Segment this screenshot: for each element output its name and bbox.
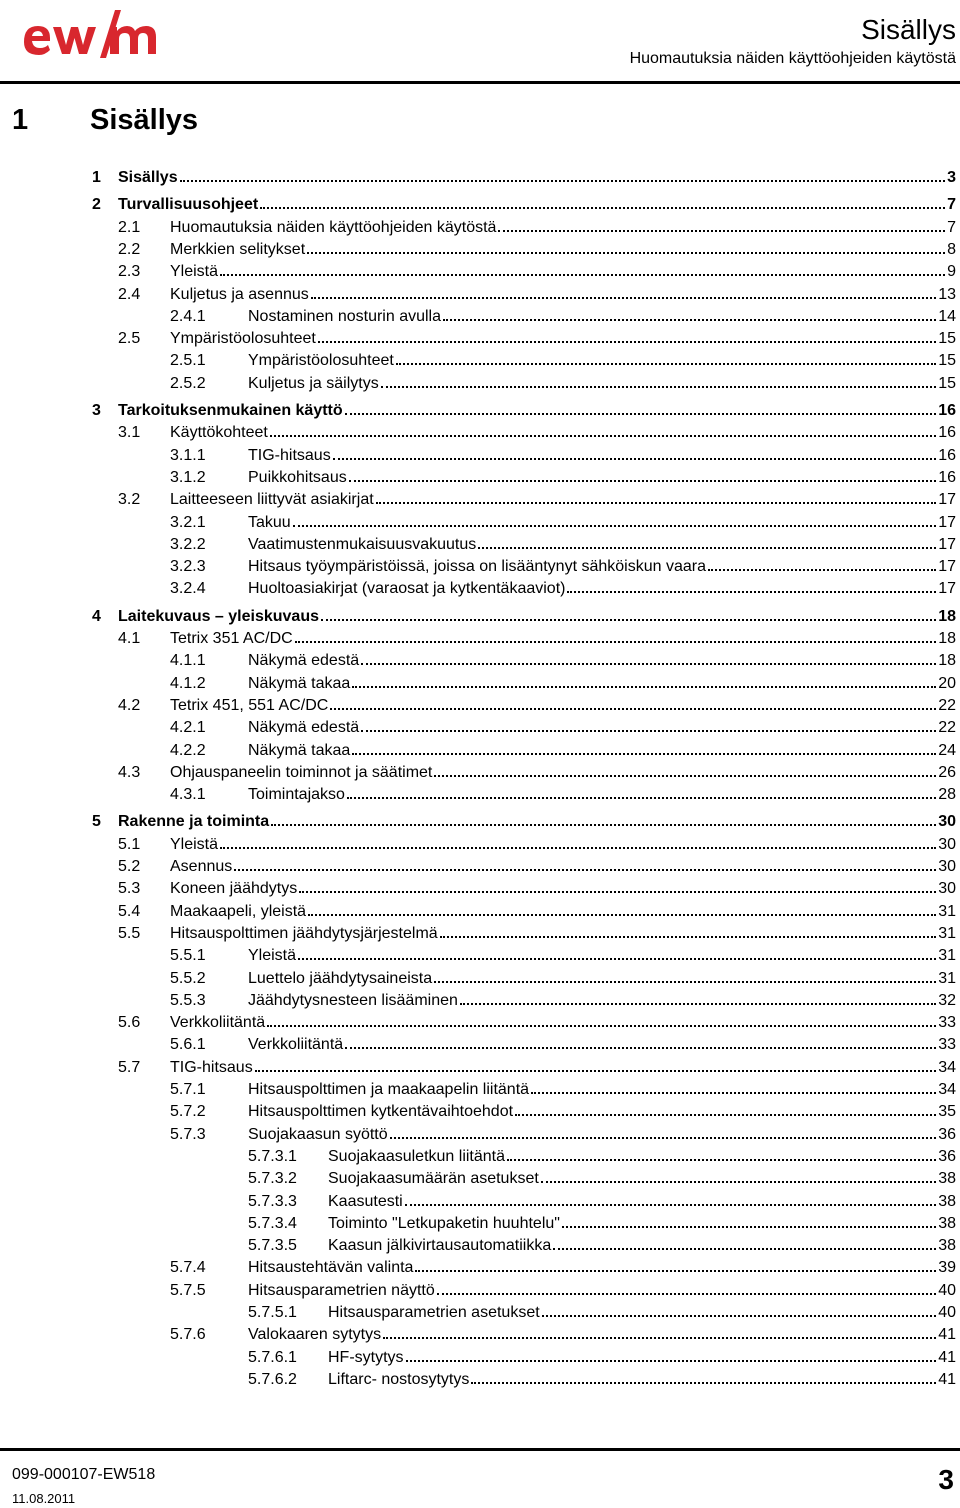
toc-entry[interactable] (170, 945, 956, 967)
toc-entry-number: 4.3.1 (170, 786, 206, 804)
toc-entry-title: Kuljetus ja säilytys (248, 374, 379, 392)
toc-entry-title: Huomautuksia näiden käyttöohjeiden käytöstä (170, 218, 497, 236)
toc-entry-title: Kaasutesti (328, 1192, 403, 1210)
toc-entry[interactable] (118, 856, 956, 878)
toc-entry-number: 5.7.5 (170, 1281, 206, 1299)
toc-entry-title: Suojakaasuletkun liitäntä (328, 1147, 506, 1165)
toc-leader-dots (515, 1114, 936, 1116)
toc-entry-title: Hitsauspolttimen jäähdytysjärjestelmä (170, 924, 438, 942)
toc-entry-page: 33 (938, 1014, 956, 1032)
toc-entry-title: Käyttökohteet (170, 424, 268, 442)
toc-entry-title: Verkkoliitäntä (170, 1014, 266, 1032)
toc-entry-page: 14 (938, 307, 956, 325)
toc-entry-number: 5.7.5.1 (248, 1304, 297, 1321)
toc-entry-number: 5.7.3.4 (248, 1214, 297, 1232)
toc-entry-number: 5 (92, 813, 101, 831)
toc-entry-number: 2.4 (118, 285, 141, 303)
toc-leader-dots (255, 1070, 937, 1072)
toc-entry-page: 22 (938, 719, 956, 737)
toc-entry[interactable] (170, 650, 956, 672)
toc-entry[interactable] (170, 578, 956, 600)
toc-entry[interactable] (170, 1257, 956, 1279)
toc-entry-page: 7 (947, 218, 956, 236)
toc-leader-dots (434, 775, 936, 777)
toc-leader-dots (347, 797, 936, 799)
toc-entry-number: 5.7.3.5 (248, 1237, 297, 1255)
toc-entry[interactable] (170, 467, 956, 489)
toc-entry[interactable] (170, 673, 956, 695)
toc-entry-page: 17 (938, 513, 956, 531)
toc-entry[interactable] (170, 1079, 956, 1101)
toc-entry-number: 2 (92, 196, 101, 214)
toc-entry[interactable] (170, 556, 956, 578)
toc-entry-page: 38 (938, 1214, 956, 1232)
toc-entry[interactable] (170, 445, 956, 467)
toc-entry-page: 40 (938, 1304, 956, 1321)
toc-entry-title: Liftarc- nostosytytys (328, 1370, 470, 1388)
toc-entry-number: 3.1.1 (170, 446, 206, 464)
toc-entry-number: 2.5.1 (170, 352, 206, 370)
toc-leader-dots (318, 341, 936, 343)
toc-entry-number: 5.3 (118, 880, 141, 898)
toc-entry-page: 15 (938, 352, 956, 370)
toc-leader-dots (415, 1270, 936, 1272)
toc-entry[interactable] (170, 784, 956, 806)
toc-leader-dots (345, 413, 937, 415)
toc-leader-dots (437, 1293, 936, 1295)
toc-entry-page: 16 (938, 424, 956, 442)
toc-entry-number: 5.7.3 (170, 1125, 206, 1143)
toc-entry-title: Ohjauspaneelin toiminnot ja säätimet (170, 763, 433, 781)
toc-entry-number: 5.4 (118, 902, 141, 920)
toc-entry-number: 3.2 (118, 491, 141, 509)
toc-entry[interactable] (248, 1146, 956, 1168)
toc-entry-page: 17 (938, 580, 956, 598)
toc-entry-title: HF-sytytys (328, 1348, 404, 1366)
toc-entry[interactable] (92, 606, 956, 628)
toc-leader-dots (180, 180, 945, 182)
toc-entry-page: 16 (938, 402, 956, 419)
toc-entry-page: 33 (938, 1036, 956, 1054)
toc-leader-dots (361, 730, 936, 732)
toc-entry-title: Toiminto "Letkupaketin huuhtelu" (328, 1214, 560, 1232)
toc-entry-title: Suojakaasumäärän asetukset (328, 1170, 539, 1188)
toc-entry-page: 31 (938, 902, 956, 920)
toc-entry[interactable] (118, 901, 956, 923)
toc-entry[interactable] (118, 628, 956, 650)
toc-entry-title: Turvallisuusohjeet (118, 196, 259, 214)
toc-entry-page: 40 (938, 1281, 956, 1299)
toc-entry-title: Kuljetus ja asennus (170, 285, 309, 303)
toc-leader-dots (406, 1360, 937, 1362)
toc-leader-dots (567, 591, 936, 593)
toc-leader-dots (708, 569, 936, 571)
toc-leader-dots (498, 230, 945, 232)
toc-entry-page: 15 (938, 330, 956, 348)
toc-leader-dots (260, 207, 945, 209)
toc-entry[interactable] (248, 1213, 956, 1235)
toc-entry[interactable] (170, 717, 956, 739)
toc-entry-title: Tetrix 451, 551 AC/DC (170, 696, 329, 714)
header-title: Sisällys (861, 14, 956, 45)
toc-entry-title: Laitekuvaus – yleiskuvaus (118, 607, 319, 625)
toc-entry-number: 5.7.2 (170, 1103, 206, 1121)
toc-entry-title: Huoltoasiakirjat (varaosat ja kytkentäkaaviot) (248, 580, 566, 598)
toc-entry-title: TIG-hitsaus (170, 1058, 253, 1076)
toc-entry-number: 3.2.2 (170, 535, 206, 553)
toc-leader-dots (220, 847, 936, 849)
toc-entry-number: 5.5.2 (170, 969, 206, 987)
toc-leader-dots (507, 1159, 936, 1161)
toc-entry-page: 7 (947, 196, 956, 214)
toc-leader-dots (311, 297, 936, 299)
toc-entry-title: Yleistä (170, 263, 219, 281)
toc-entry[interactable] (170, 350, 956, 372)
toc-entry-number: 2.4.1 (170, 307, 206, 325)
toc-entry-title: Tarkoituksenmukainen käyttö (118, 402, 343, 419)
toc-entry[interactable] (118, 284, 956, 306)
toc-entry-number: 5.6 (118, 1014, 141, 1032)
toc-entry-number: 4.1 (118, 630, 141, 647)
toc-entry[interactable] (118, 762, 956, 784)
toc-leader-dots (345, 1047, 936, 1049)
toc-entry-title: Näkymä takaa (248, 741, 351, 759)
toc-entry-title: Kaasun jälkivirtausautomatiikka (328, 1237, 552, 1255)
toc-entry-page: 31 (938, 924, 956, 942)
toc-entry-page: 35 (938, 1103, 956, 1121)
toc-leader-dots (352, 753, 936, 755)
toc-entry-number: 3.2.4 (170, 580, 206, 598)
toc-entry-page: 41 (938, 1326, 956, 1344)
toc-leader-dots (267, 1025, 936, 1027)
toc-leader-dots (440, 936, 937, 938)
toc-leader-dots (333, 458, 937, 460)
toc-entry[interactable] (118, 1012, 956, 1034)
toc-entry-number: 3 (92, 402, 101, 419)
toc-entry-title: Ympäristöolosuhteet (248, 352, 394, 370)
toc-leader-dots (562, 1226, 936, 1228)
toc-entry-title: Näkymä edestä (248, 652, 360, 670)
toc-entry[interactable] (170, 740, 956, 762)
toc-entry-number: 5.7.6.1 (248, 1348, 297, 1366)
toc-entry-title: Maakaapeli, yleistä (170, 902, 307, 920)
toc-entry[interactable] (248, 1369, 956, 1391)
toc-entry-title: Toimintajakso (248, 786, 345, 804)
toc-entry-title: Näkymä edestä (248, 719, 360, 737)
toc-entry[interactable] (118, 261, 956, 283)
toc-entry-number: 1 (92, 169, 101, 186)
toc-entry-page: 30 (938, 858, 956, 875)
toc-leader-dots (434, 981, 936, 983)
toc-entry-title: Hitsauspolttimen ja maakaapelin liitäntä (248, 1081, 530, 1098)
toc-entry-title: Nostaminen nosturin avulla (248, 307, 441, 325)
toc-entry-number: 4 (92, 607, 101, 625)
toc-entry-number: 5.7.1 (170, 1081, 206, 1098)
toc-leader-dots (349, 480, 936, 482)
toc-entry-number: 2.1 (118, 218, 141, 236)
toc-leader-dots (361, 663, 936, 665)
toc-entry[interactable] (118, 1057, 956, 1079)
toc-entry-number: 4.1.2 (170, 674, 206, 692)
toc-leader-dots (271, 824, 936, 826)
toc-entry-number: 4.1.1 (170, 652, 206, 670)
toc-entry-number: 3.1.2 (170, 468, 206, 486)
toc-entry-number: 5.5.3 (170, 991, 206, 1009)
toc-leader-dots (293, 525, 937, 527)
toc-entry-page: 41 (938, 1370, 956, 1388)
toc-entry[interactable] (118, 422, 956, 444)
page-number: 3 (938, 1464, 954, 1495)
toc-leader-dots (531, 1092, 936, 1094)
toc-entry-title: TIG-hitsaus (248, 446, 331, 464)
toc-entry[interactable] (92, 811, 956, 833)
toc-leader-dots (299, 891, 936, 893)
toc-entry-number: 2.2 (118, 240, 141, 258)
toc-entry[interactable] (248, 1302, 956, 1324)
toc-entry-title: Hitsauspolttimen kytkentävaihtoehdot (248, 1103, 514, 1121)
toc-entry-page: 18 (938, 652, 956, 670)
toc-leader-dots (443, 319, 936, 321)
toc-entry[interactable] (92, 194, 956, 216)
toc-entry-title: Valokaaren sytytys (248, 1326, 382, 1344)
toc-leader-dots (295, 641, 936, 643)
toc-entry-title: Hitsaustehtävän valinta (248, 1259, 414, 1277)
toc-leader-dots (471, 1382, 936, 1384)
toc-entry-number: 5.7 (118, 1058, 141, 1076)
toc-entry[interactable] (170, 1034, 956, 1056)
toc-leader-dots (308, 914, 936, 916)
toc-entry-title: Laitteeseen liittyvät asiakirjat (170, 491, 374, 509)
toc-leader-dots (298, 958, 936, 960)
toc-entry-number: 5.6.1 (170, 1036, 206, 1054)
toc-entry[interactable] (170, 1280, 956, 1302)
toc-leader-dots (553, 1248, 936, 1250)
toc-entry-page: 8 (947, 240, 956, 258)
toc-entry-page: 9 (947, 263, 956, 281)
toc-entry-title: Merkkien selitykset (170, 240, 306, 258)
toc-entry-number: 5.7.3.3 (248, 1192, 297, 1210)
toc-entry[interactable] (170, 512, 956, 534)
toc-entry[interactable] (118, 878, 956, 900)
toc-entry-title: Hitsausparametrien asetukset (328, 1304, 540, 1321)
toc-entry[interactable] (92, 167, 956, 189)
toc-entry-page: 38 (938, 1192, 956, 1210)
toc-entry[interactable] (118, 489, 956, 511)
toc-entry-page: 18 (938, 630, 956, 647)
toc-entry-page: 32 (938, 991, 956, 1009)
header-rule (0, 81, 960, 84)
toc-entry-title: Koneen jäähdytys (170, 880, 298, 898)
toc-leader-dots (330, 708, 936, 710)
toc-entry[interactable] (248, 1168, 956, 1190)
page-header (0, 0, 960, 80)
toc-entry-page: 17 (938, 491, 956, 509)
header-subtitle: Huomautuksia näiden käyttöohjeiden käytöstä (629, 50, 956, 67)
toc-entry-title: Takuu (248, 513, 291, 531)
toc-entry-title: Puikkohitsaus (248, 468, 347, 486)
footer-rule (0, 1448, 960, 1451)
toc-entry-page: 38 (938, 1170, 956, 1188)
toc-leader-dots (321, 619, 936, 621)
toc-entry-number: 4.2.1 (170, 719, 206, 737)
toc-entry-title: Hitsaus työympäristöissä, joissa on lisääntynyt sähköiskun vaara (248, 558, 706, 576)
toc-entry-page: 16 (938, 468, 956, 486)
toc-leader-dots (460, 1003, 936, 1005)
toc-entry-number: 4.2.2 (170, 741, 206, 759)
toc-entry-page: 31 (938, 969, 956, 987)
toc-entry-page: 16 (938, 446, 956, 464)
toc-entry-page: 3 (947, 169, 956, 186)
toc-entry[interactable] (92, 400, 956, 422)
toc-entry-number: 4.2 (118, 696, 141, 714)
toc-entry-number: 3.1 (118, 424, 141, 442)
toc-leader-dots (270, 435, 936, 437)
toc-leader-dots (220, 274, 945, 276)
toc-entry-page: 36 (938, 1147, 956, 1165)
toc-entry-title: Yleistä (170, 835, 219, 853)
toc-entry-number: 5.5 (118, 924, 141, 942)
toc-entry-title: Verkkoliitäntä (248, 1036, 344, 1054)
toc-entry-page: 30 (938, 813, 956, 831)
toc-leader-dots (390, 1137, 937, 1139)
toc-entry[interactable] (118, 217, 956, 239)
toc-leader-dots (542, 1315, 937, 1317)
toc-entry[interactable] (170, 373, 956, 395)
toc-entry[interactable] (170, 534, 956, 556)
toc-entry-page: 18 (938, 607, 956, 625)
toc-entry[interactable] (118, 328, 956, 350)
toc-entry-title: Suojakaasun syöttö (248, 1125, 388, 1143)
toc-entry-page: 30 (938, 835, 956, 853)
toc-entry-number: 3.2.1 (170, 513, 206, 531)
toc-entry-number: 5.7.6.2 (248, 1370, 297, 1388)
toc-entry[interactable] (170, 1124, 956, 1146)
chapter-title: Sisällys (90, 104, 199, 136)
toc-entry[interactable] (118, 834, 956, 856)
toc-entry-title: Rakenne ja toiminta (118, 813, 270, 831)
toc-entry-number: 4.3 (118, 763, 141, 781)
toc-entry[interactable] (118, 695, 956, 717)
toc-leader-dots (376, 502, 937, 504)
toc-entry-number: 5.7.4 (170, 1259, 206, 1277)
chapter-heading (12, 104, 198, 137)
toc-leader-dots (383, 1337, 936, 1339)
toc-entry-number: 5.7.6 (170, 1326, 206, 1344)
toc-entry-page: 24 (938, 741, 956, 759)
toc-entry-number: 5.1 (118, 835, 141, 853)
toc-entry[interactable] (170, 990, 956, 1012)
toc-entry[interactable] (248, 1347, 956, 1369)
toc-entry-page: 39 (938, 1259, 956, 1277)
toc-entry[interactable] (248, 1235, 956, 1257)
toc-entry-page: 36 (938, 1125, 956, 1143)
toc-entry[interactable] (248, 1191, 956, 1213)
toc-leader-dots (381, 386, 936, 388)
toc-entry-page: 38 (938, 1237, 956, 1255)
toc-entry-page: 34 (938, 1081, 956, 1098)
toc-entry-page: 15 (938, 374, 956, 392)
toc-entry-title: Hitsausparametrien näyttö (248, 1281, 435, 1299)
document-code: 099-000107-EW518 (12, 1466, 156, 1483)
ewm-logo (22, 8, 164, 60)
toc-entry[interactable] (170, 1101, 956, 1123)
toc-entry-title: Tetrix 351 AC/DC (170, 630, 293, 647)
toc-leader-dots (396, 363, 936, 365)
toc-entry-page: 30 (938, 880, 956, 898)
toc-entry-page: 34 (938, 1058, 956, 1076)
toc-entry-page: 41 (938, 1348, 956, 1366)
toc-entry-page: 17 (938, 558, 956, 576)
toc-entry-page: 28 (938, 786, 956, 804)
toc-leader-dots (352, 686, 936, 688)
toc-leader-dots (234, 869, 936, 871)
toc-leader-dots (307, 252, 945, 254)
toc-entry[interactable] (170, 1324, 956, 1346)
toc-entry-title: Näkymä takaa (248, 674, 351, 692)
toc-entry-number: 5.2 (118, 858, 141, 875)
toc-leader-dots (405, 1204, 936, 1206)
toc-entry-page: 17 (938, 535, 956, 553)
toc-entry-number: 5.7.3.2 (248, 1170, 297, 1188)
toc-leader-dots (541, 1181, 936, 1183)
toc-entry-title: Asennus (170, 858, 233, 875)
toc-entry[interactable] (170, 306, 956, 328)
toc-entry-number: 2.3 (118, 263, 141, 281)
toc-entry-page: 22 (938, 696, 956, 714)
toc-entry-number: 5.5.1 (170, 947, 206, 965)
toc-entry-number: 5.7.3.1 (248, 1147, 297, 1165)
toc-entry-title: Jäähdytysnesteen lisääminen (248, 991, 458, 1009)
toc-entry[interactable] (118, 239, 956, 261)
chapter-number: 1 (12, 104, 29, 136)
toc-entry-title: Sisällys (118, 169, 178, 186)
toc-entry-number: 2.5 (118, 330, 141, 348)
toc-leader-dots (478, 547, 936, 549)
toc-entry-title: Yleistä (248, 947, 297, 965)
toc-entry-page: 31 (938, 947, 956, 965)
document-date: 11.08.2011 (12, 1491, 76, 1506)
toc-entry[interactable] (118, 923, 956, 945)
toc-entry[interactable] (170, 968, 956, 990)
toc-entry-number: 3.2.3 (170, 558, 206, 576)
toc-entry-title: Luettelo jäähdytysaineista (248, 969, 433, 987)
toc-entry-page: 20 (938, 674, 956, 692)
toc-entry-title: Vaatimustenmukaisuusvakuutus (248, 535, 477, 553)
toc-entry-title: Ympäristöolosuhteet (170, 330, 316, 348)
toc-entry-number: 2.5.2 (170, 374, 206, 392)
toc-entry-page: 26 (938, 763, 956, 781)
toc-entry-page: 13 (938, 285, 956, 303)
